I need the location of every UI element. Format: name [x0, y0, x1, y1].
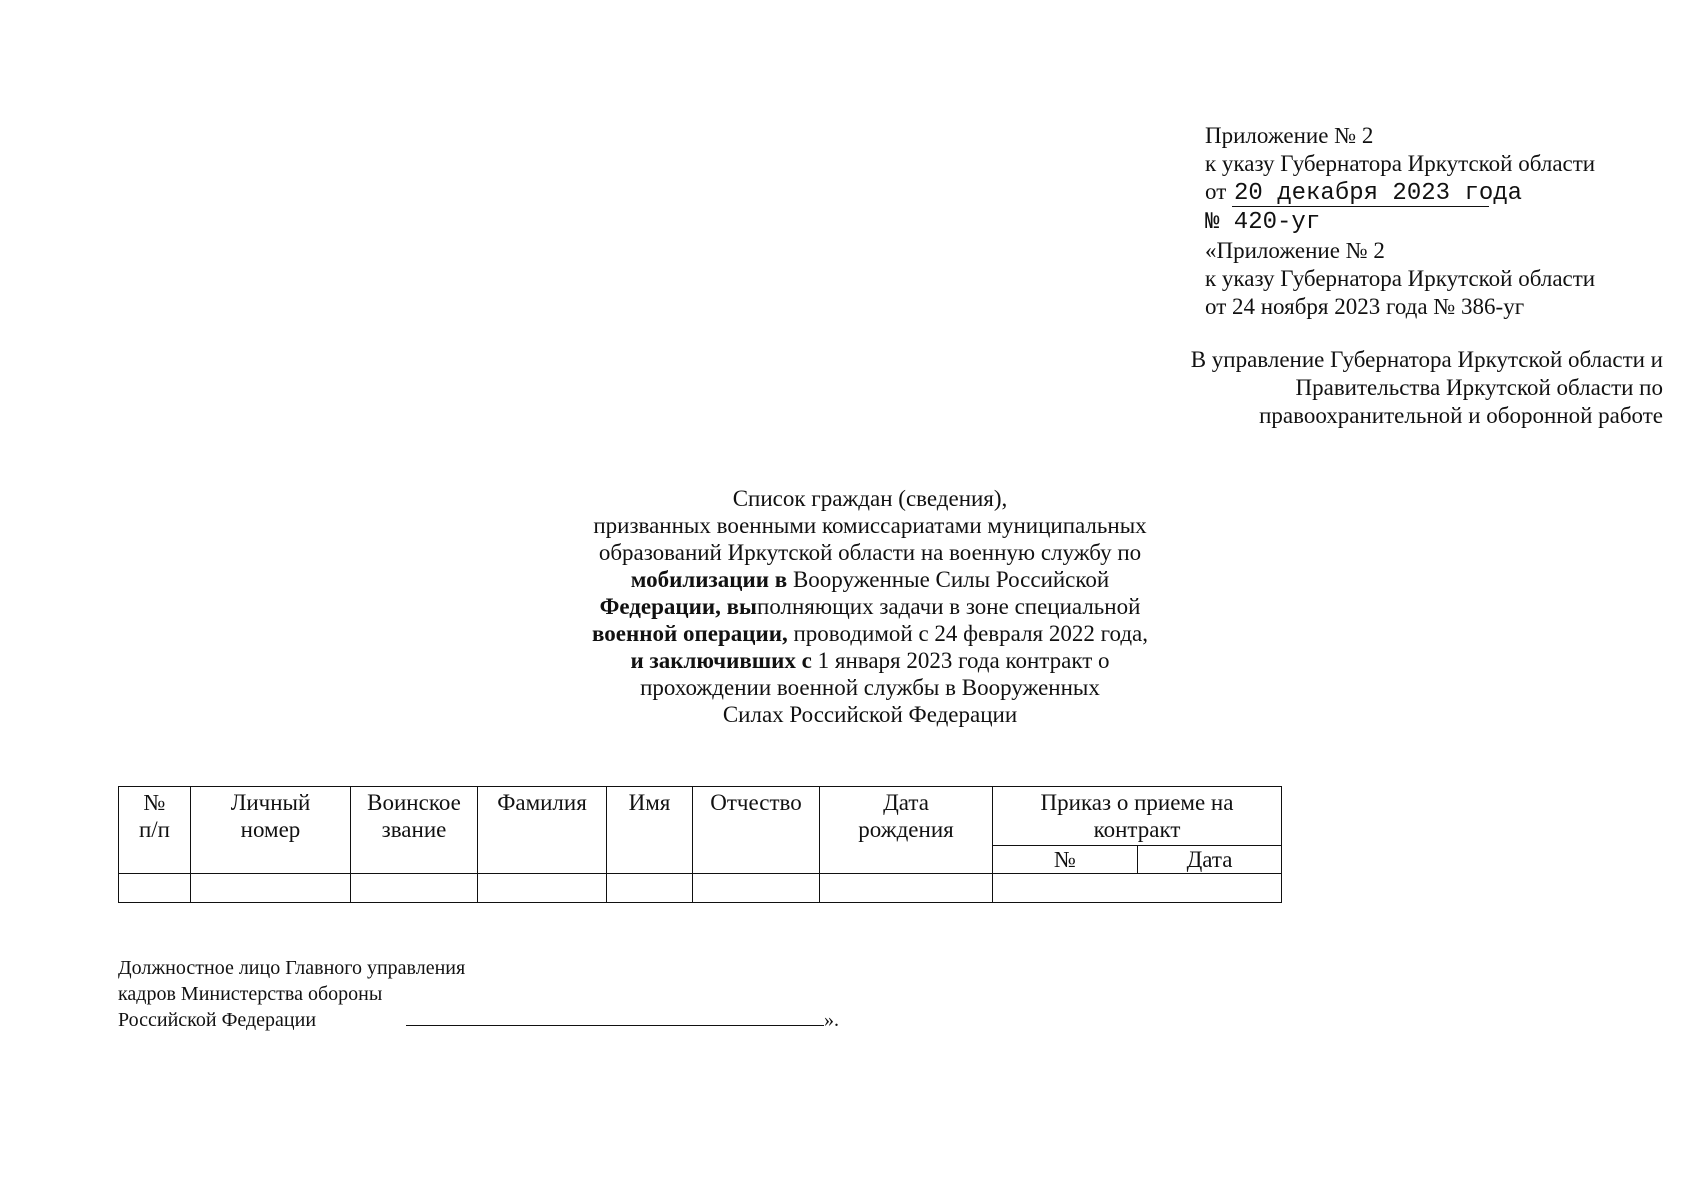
- citizens-table-wrapper: [118, 786, 1281, 903]
- title-bold-7: и заключивших с: [630, 648, 812, 673]
- title-line-8: прохождении военной службы в Вооруженных: [640, 675, 1100, 700]
- col-header-number-line1: №: [143, 790, 166, 815]
- col-header-name: Имя: [607, 787, 693, 874]
- col-header-rank-line1: Воинское: [367, 790, 461, 815]
- col-header-number: [119, 787, 191, 874]
- date-prefix: от: [1205, 179, 1227, 204]
- table-row: [119, 874, 1282, 903]
- col-header-birth-date: [820, 787, 993, 874]
- official-line-3: [118, 1007, 918, 1033]
- title-bold-4: мобилизации в: [630, 567, 788, 592]
- col-header-personal-number: [191, 787, 351, 874]
- addressee-line-1: В управление Губернатора Иркутской области и: [1190, 347, 1663, 372]
- decree-number-field: № 420-уг: [1205, 209, 1321, 236]
- col-header-birth-line2: рождения: [858, 817, 954, 842]
- col-header-order-line1: Приказ о приеме на: [1040, 790, 1234, 815]
- col-subheader-order-number: №: [993, 846, 1138, 874]
- appendix-header: [1205, 122, 1665, 321]
- signature-block: [118, 955, 918, 1033]
- prior-appendix-date: от 24 ноября 2023 года № 386-уг: [1205, 294, 1525, 319]
- addressee-line-3: правоохранительной и оборонной работе: [1259, 403, 1663, 428]
- appendix-decree-ref: к указу Губернатора Иркутской области: [1205, 151, 1596, 176]
- title-line-1: Список граждан (сведения),: [732, 486, 1008, 511]
- cell-personal-number: [191, 874, 351, 903]
- title-line-7: [560, 647, 1180, 674]
- col-header-number-line2: п/п: [138, 817, 170, 842]
- decree-date-field: 20 декабря 2023 года: [1234, 180, 1523, 207]
- official-line-2: кадров Министерства обороны: [118, 983, 383, 1005]
- title-line-9: Силах Российской Федерации: [722, 702, 1018, 727]
- title-rest-7: 1 января 2023 года контракт о: [811, 648, 1110, 673]
- citizens-table: [118, 786, 1282, 903]
- cell-name: [607, 874, 693, 903]
- official-line-1: Должностное лицо Главного управления: [118, 957, 466, 979]
- appendix-title: Приложение № 2: [1205, 123, 1374, 148]
- col-header-contract-order: [993, 787, 1282, 846]
- document-title: [560, 485, 1180, 728]
- col-header-rank: [351, 787, 478, 874]
- title-rest-5: полняющих задачи в зоне специальной: [757, 594, 1141, 619]
- col-header-order-line2: контракт: [1093, 817, 1181, 842]
- title-line-5: [560, 593, 1180, 620]
- title-line-6: [560, 620, 1180, 647]
- title-line-4: [560, 566, 1180, 593]
- prior-appendix-title: «Приложение № 2: [1205, 238, 1385, 263]
- appendix-date-line: [1205, 178, 1665, 207]
- addressee-block: [1143, 346, 1663, 430]
- prior-appendix-decree-ref: к указу Губернатора Иркутской области: [1205, 266, 1596, 291]
- cell-number: [119, 874, 191, 903]
- closing-quote: ».: [824, 1009, 840, 1031]
- official-line-3-text: Российской Федерации: [118, 1009, 317, 1031]
- col-header-personal-line2: номер: [240, 817, 301, 842]
- col-subheader-order-date: Дата: [1138, 846, 1282, 874]
- title-line-3: образований Иркутской области на военную службу по: [598, 540, 1142, 565]
- cell-contract-order: [993, 874, 1282, 903]
- col-header-patronymic: Отчество: [693, 787, 820, 874]
- table-header-row: [119, 787, 1282, 846]
- col-header-surname: Фамилия: [478, 787, 607, 874]
- title-line-2: призванных военными комиссариатами муниципальных: [593, 513, 1147, 538]
- title-rest-4: Вооруженные Силы Российской: [787, 567, 1110, 592]
- title-bold-6: военной операции,: [592, 621, 788, 646]
- cell-rank: [351, 874, 478, 903]
- col-header-personal-line1: Личный: [230, 790, 311, 815]
- cell-surname: [478, 874, 607, 903]
- cell-birth-date: [820, 874, 993, 903]
- signature-line: [406, 1007, 824, 1026]
- col-header-birth-line1: Дата: [883, 790, 929, 815]
- col-header-rank-line2: звание: [381, 817, 447, 842]
- title-bold-5: Федерации, вы: [599, 594, 758, 619]
- cell-patronymic: [693, 874, 820, 903]
- title-rest-6: проводимой с 24 февраля 2022 года,: [787, 621, 1148, 646]
- addressee-line-2: Правительства Иркутской области по: [1295, 375, 1663, 400]
